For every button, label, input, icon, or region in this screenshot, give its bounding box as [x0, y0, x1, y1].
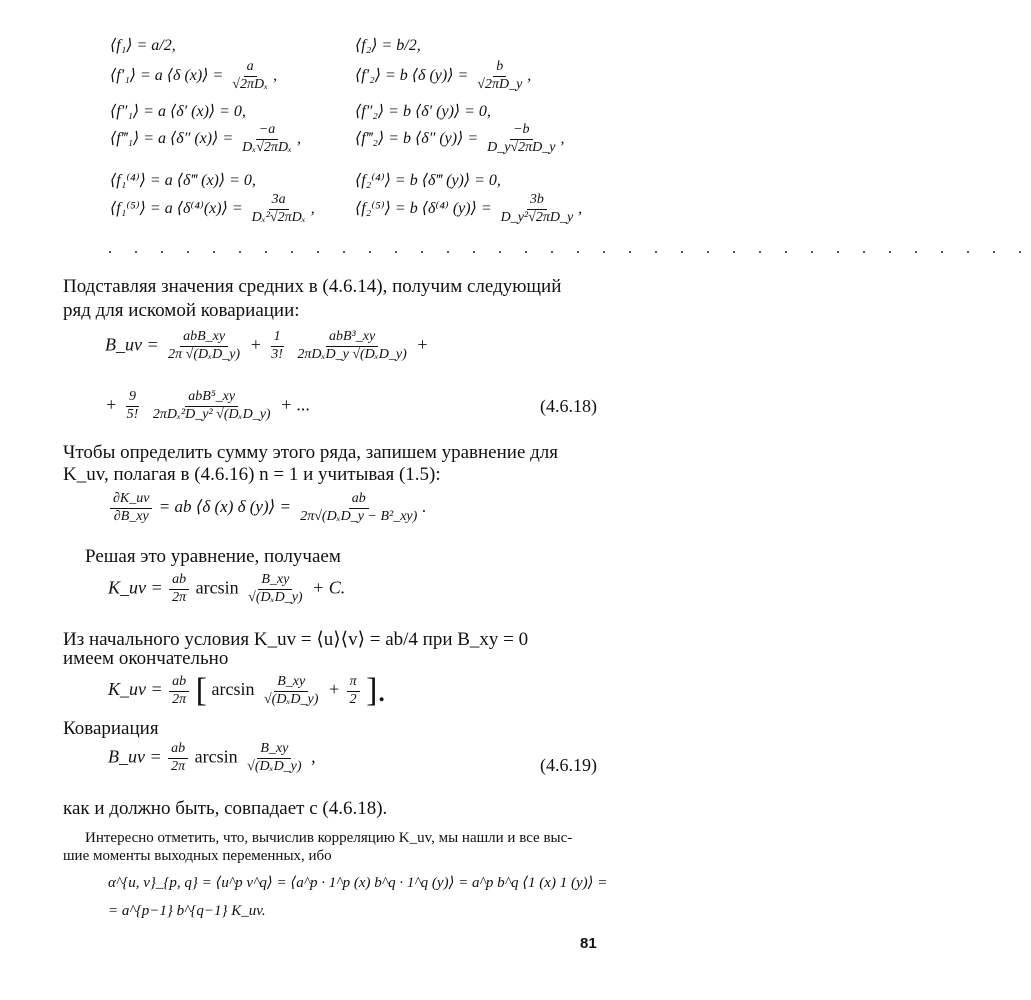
moment-left-6: ⟨f₁⁽⁵⁾⟩ = a ⟨δ⁽⁴⁾(x)⟩ = $\frac{3a}{\text{Dₓ²√2πDₓ}}$ ,: [110, 192, 315, 225]
moment-right-3: ⟨f″₂⟩ = b ⟨δ′ (y)⟩ = 0,: [355, 103, 491, 120]
paragraph-6: как и должно быть, совпадает с (4.6.18).: [63, 798, 388, 819]
general-solution: K_uv = $\frac{ab}{2\pi}$ arcsin $\frac{B\_xy}{\text{√(DₓD\_y)}}$ + C.: [108, 572, 346, 605]
note-equation-1: α^{u, v}_{p, q} = ⟨u^p v^q⟩ = ⟨a^p · 1^p (x) b^q · 1^q (y)⟩ = a^p b^q ⟨1 (x) 1 (y)⟩ =: [108, 875, 608, 891]
note-line-2: шие моменты выходных переменных, ибо: [63, 848, 332, 864]
moment-right-4: ⟨f‴₂⟩ = b ⟨δ″ (y)⟩ = $\frac{-b}{D\_y√2\pi D\_y}$ ,: [355, 122, 565, 155]
moment-left-2: ⟨f′₁⟩ = a ⟨δ (x)⟩ = $\frac{a}{\text{√2πDₓ}}$ ,: [110, 59, 278, 92]
moment-right-6: ⟨f₂⁽⁵⁾⟩ = b ⟨δ⁽⁴⁾ (y)⟩ = $\frac{3b}{\text{D\_y²√2πD\_y}}$ ,: [355, 192, 583, 225]
moment-right-2: ⟨f′₂⟩ = b ⟨δ (y)⟩ = $\frac{b}{√2\pi D\_y}$ ,: [355, 59, 532, 92]
moment-right-1: ⟨f₂⟩ = b/2,: [355, 37, 421, 54]
equation-4-6-18-line-1: B_uv = $\frac{\text{abB\_xy}}{\text{2π √(DₓD\_y)}}$ + $\frac{1}{3!}$ $\frac{\text{abB³\_xy}}{\text{2πDₓD\_y √(DₓD\_y)}}$ +: [105, 329, 429, 362]
page-number: 81: [580, 935, 597, 952]
differential-equation: $\frac{\partial K\_uv}{\partial B\_xy}$ = ab ⟨δ (x) δ (y)⟩ = $\frac{ab}{\text{2π√(DₓD\_y − B²\_xy)}}$ .: [108, 492, 427, 524]
paragraph-1-line-1: Подставляя значения средних в (4.6.14), получим следующий: [63, 276, 562, 297]
paragraph-1-line-2: ряд для искомой ковариации:: [63, 300, 300, 321]
moment-left-5: ⟨f₁⁽⁴⁾⟩ = a ⟨δ‴ (x)⟩ = 0,: [110, 172, 256, 189]
note-equation-2: = a^{p−1} b^{q−1} K_uv.: [108, 903, 266, 919]
moment-left-1: ⟨f₁⟩ = a/2,: [110, 37, 176, 54]
moment-left-3: ⟨f″₁⟩ = a ⟨δ′ (x)⟩ = 0,: [110, 103, 246, 120]
paragraph-2-line-1: Чтобы определить сумму этого ряда, запишем уравнение для: [63, 442, 559, 463]
paragraph-3: Решая это уравнение, получаем: [85, 546, 341, 567]
ellipsis-row: . . . . . . . . . . . . . . . . . . . . . . . . . . . . . . . . . . . .: [108, 240, 1031, 257]
paragraph-2-line-2: K_uv, полагая в (4.6.16) n = 1 и учитывая (1.5):: [63, 464, 441, 485]
paragraph-4-line-2: имеем окончательно: [63, 648, 229, 669]
paragraph-4-line-1: Из начального условия K_uv = ⟨u⟩⟨v⟩ = ab/4 при B_xy = 0: [63, 629, 529, 650]
equation-4-6-19: B_uv = $\frac{ab}{2\pi}$ arcsin $\frac{B\_xy}{\text{√(DₓD\_y)}}$ ,: [108, 741, 316, 774]
note-line-1: Интересно отметить, что, вычислив корреляцию K_uv, мы нашли и все выс-: [85, 830, 573, 846]
equation-number-4-6-19: (4.6.19): [540, 755, 597, 775]
final-solution: K_uv = $\frac{ab}{2\pi}$ [ arcsin $\frac{B\_xy}{\text{√(DₓD\_y)}}$ + $\frac{\pi}{2}$ ].: [108, 672, 386, 709]
equation-number-4-6-18: (4.6.18): [540, 396, 597, 416]
moment-left-4: ⟨f‴₁⟩ = a ⟨δ″ (x)⟩ = $\frac{-a}{\text{Dₓ√2πDₓ}}$ ,: [110, 122, 302, 155]
moment-right-5: ⟨f₂⁽⁴⁾⟩ = b ⟨δ‴ (y)⟩ = 0,: [355, 172, 501, 189]
equation-4-6-18-line-2: + $\frac{9}{5!}$ $\frac{\text{abB⁵\_xy}}{\text{2πDₓ²D\_y² √(DₓD\_y)}}$ + ...: [105, 389, 311, 422]
paragraph-5: Ковариация: [63, 718, 159, 739]
